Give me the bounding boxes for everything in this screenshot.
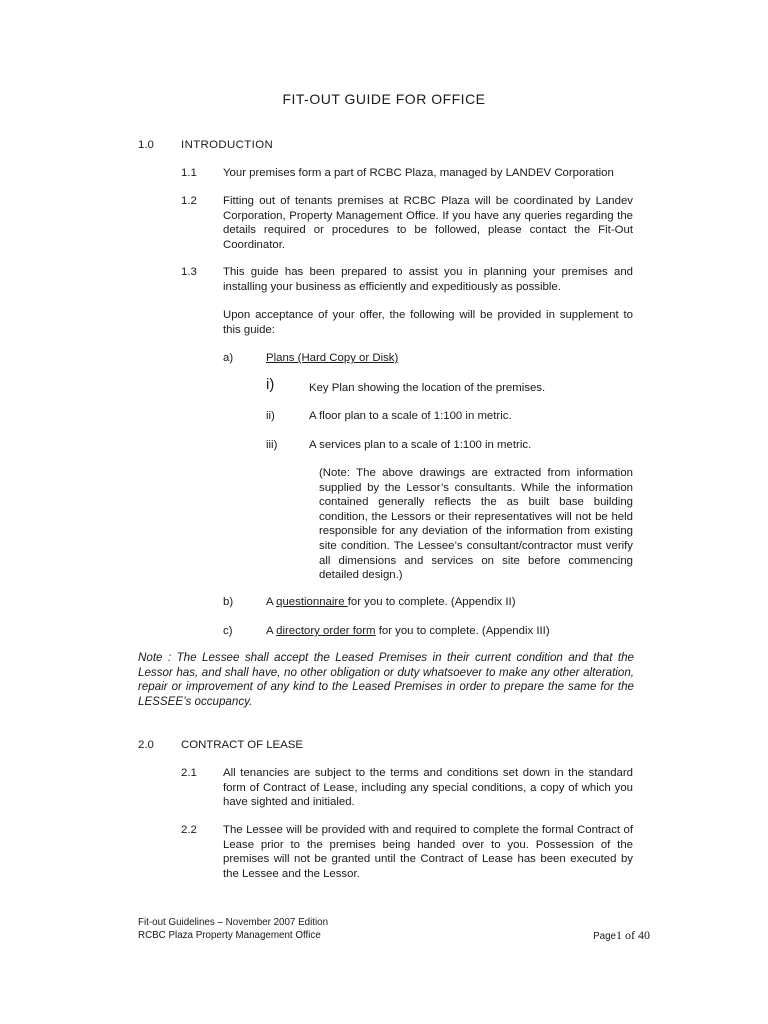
subitem-label-i: i) xyxy=(266,376,275,393)
drawings-note-text: (Note: The above drawings are extracted from information supplied by the Lessor’s consultants. While the information contained generally reflects the as built base building condition, the Lessors or their representatives will not be held responsible for any deviation of the information from existing site condition. The Lessee’s consultant/contractor must verify all dimensions and services on site before commencing detailed design.) xyxy=(319,467,633,582)
note-text: : The Lessee shall accept the Leased Premises in their current condition and that the Lessor has, and shall have, no other obligation or duty whatsoever to make any other alteration, repair or improvement of any kind to the Leased Premises in order to prepare the same for the LESSEE’s occupancy. xyxy=(138,651,634,708)
clause-number: 1.1 xyxy=(181,167,197,179)
section-heading-contract-of-lease: CONTRACT OF LEASE xyxy=(181,739,303,751)
clause-1-2-text: Fitting out of tenants premises at RCBC Plaza will be coordinated by Landev Corporation, Property Management Office. If you have any queries regarding the details required or procedures to be followed, please contact the Fit-Out Coordinator. xyxy=(223,195,633,251)
page-number xyxy=(560,928,650,945)
note-label: Note xyxy=(138,651,163,664)
item-c-suffix: for you to complete. (Appendix III) xyxy=(375,625,550,637)
item-b-prefix: A xyxy=(266,596,277,608)
section-number: 2.0 xyxy=(138,739,154,751)
clause-number: 2.2 xyxy=(181,824,197,836)
item-c-text xyxy=(266,624,646,639)
clause-number: 1.2 xyxy=(181,195,197,207)
clause-1-1-text: Your premises form a part of RCBC Plaza, managed by LANDEV Corporation xyxy=(223,167,614,179)
subitem-iii-text: A services plan to a scale of 1:100 in metric. xyxy=(309,439,532,451)
page-total: of 40 xyxy=(622,928,650,942)
subitem-i-text: Key Plan showing the location of the premises. xyxy=(309,382,546,394)
footer-edition: Fit-out Guidelines – November 2007 Edition xyxy=(138,917,329,928)
clause-2-2-text: The Lessee will be provided with and required to complete the formal Contract of Lease prior to the premises being handed over to you. Possession of the premises will not be granted until the Contract of Lease has been executed by the Lessee and the Lessor. xyxy=(223,824,633,880)
item-b-suffix: for you to complete. (Appendix II) xyxy=(347,596,516,608)
directory-order-form-link: directory order form xyxy=(276,625,376,637)
clause-1-3-text: This guide has been prepared to assist you in planning your premises and installing your business as efficiently and expeditiously as possible. xyxy=(223,266,633,293)
item-b-text xyxy=(266,595,646,610)
page-prefix: Page xyxy=(593,931,616,942)
item-label-c: c) xyxy=(223,625,233,637)
subitem-label-ii: ii) xyxy=(266,410,275,422)
section-number: 1.0 xyxy=(138,139,154,151)
item-a-title: Plans (Hard Copy or Disk) xyxy=(266,352,399,364)
footer-office: RCBC Plaza Property Management Office xyxy=(138,930,321,941)
item-c-prefix: A xyxy=(266,625,277,637)
lessee-note xyxy=(138,651,634,709)
page-current: 1 xyxy=(616,928,622,942)
subitem-label-iii: iii) xyxy=(266,439,278,451)
clause-2-1-text: All tenancies are subject to the terms and conditions set down in the standard form of Contract of Lease, including any special conditions, a copy of which you have sighted and initialed. xyxy=(223,767,633,809)
clause-number: 2.1 xyxy=(181,767,197,779)
section-heading-introduction: INTRODUCTION xyxy=(181,139,274,151)
item-label-b: b) xyxy=(223,596,234,608)
page-title: FIT-OUT GUIDE FOR OFFICE xyxy=(282,91,486,107)
subitem-ii-text: A floor plan to a scale of 1:100 in metric. xyxy=(309,410,512,422)
questionnaire-link: questionnaire xyxy=(276,596,348,608)
clause-number: 1.3 xyxy=(181,266,197,278)
clause-1-3-supplement-text: Upon acceptance of your offer, the following will be provided in supplement to this guide: xyxy=(223,309,633,336)
item-label-a: a) xyxy=(223,352,234,364)
